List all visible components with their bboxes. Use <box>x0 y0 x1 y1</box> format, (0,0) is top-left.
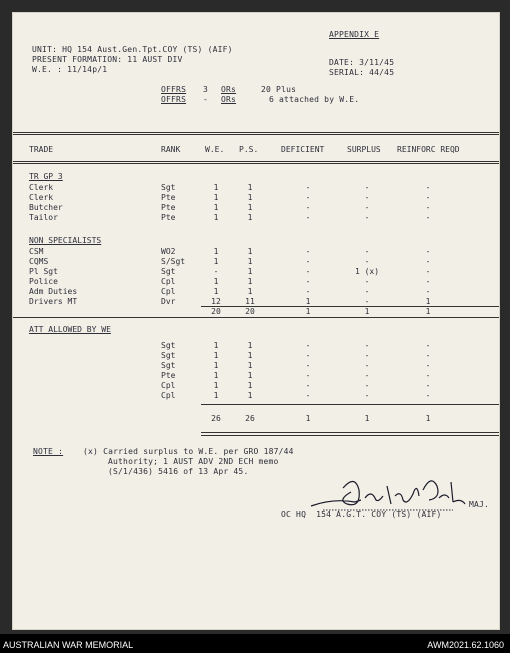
table-cell: 1 <box>213 351 219 360</box>
table-cell: - <box>305 257 311 266</box>
table-cell: - <box>364 203 370 212</box>
table-cell: Butcher <box>29 203 63 212</box>
unit-line: UNIT: HQ 154 Aust.Gen.Tpt.COY (TS) (AIF) <box>32 45 233 54</box>
table-cell: - <box>305 391 311 400</box>
table-cell: - <box>364 381 370 390</box>
table-cell: 1 <box>213 391 219 400</box>
table-cell: - <box>305 267 311 276</box>
table-cell: 1 <box>213 257 219 266</box>
ors-value: 20 Plus <box>261 85 297 94</box>
table-cell: 1 <box>247 213 253 222</box>
table-cell: 1 <box>213 341 219 350</box>
table-cell: - <box>425 341 431 350</box>
table-cell: Pte <box>161 203 176 212</box>
table-cell: - <box>364 371 370 380</box>
table-cell: Cpl <box>161 391 176 400</box>
table-cell: Clerk <box>29 193 54 202</box>
table-cell: Pte <box>161 193 176 202</box>
table-cell: 1 <box>213 213 219 222</box>
table-cell: - <box>364 183 370 192</box>
table-cell: 1 <box>247 341 253 350</box>
table-cell: Pte <box>161 213 176 222</box>
table-cell: 1 <box>247 361 253 370</box>
table-cell: 1 <box>213 381 219 390</box>
subtotal-cell: 1 <box>425 307 431 316</box>
table-cell: - <box>364 361 370 370</box>
we-reference: W.E. : 11/14p/1 <box>32 65 108 74</box>
table-cell: 1 <box>247 381 253 390</box>
archive-name: AUSTRALIAN WAR MEMORIAL <box>3 640 134 650</box>
table-cell: 1 <box>247 277 253 286</box>
table-cell: - <box>364 257 370 266</box>
table-cell: 1 <box>213 277 219 286</box>
subtotal-cell: 1 <box>364 307 370 316</box>
ors2-label: ORs <box>221 95 237 104</box>
column-header: P.S. <box>239 145 259 154</box>
table-cell: - <box>305 381 311 390</box>
table-top-rule <box>13 132 499 133</box>
table-cell: WO2 <box>161 247 176 256</box>
table-cell: 1 <box>247 247 253 256</box>
offrs-label: OFFRS <box>161 85 187 94</box>
table-cell: 12 <box>211 297 221 306</box>
table-cell: 1 <box>305 297 311 306</box>
ors-label: ORs <box>221 85 237 94</box>
table-cell: - <box>305 351 311 360</box>
double-rule-1 <box>201 432 499 433</box>
table-cell: 1 <box>247 203 253 212</box>
table-cell: Cpl <box>161 277 176 286</box>
table-cell: - <box>425 351 431 360</box>
table-cell: - <box>305 193 311 202</box>
table-cell: 1 (x) <box>354 267 380 276</box>
table-cell: 1 <box>247 391 253 400</box>
note-line-3: (S/1/436) 5416 of 13 Apr 45. <box>108 467 249 476</box>
table-cell: Pte <box>161 371 176 380</box>
table-cell: - <box>364 287 370 296</box>
grand-total-cell: 1 <box>425 414 431 423</box>
signature-rank: MAJ. <box>469 500 490 509</box>
table-cell: - <box>425 381 431 390</box>
formation-line: PRESENT FORMATION: 11 AUST DIV <box>32 55 183 64</box>
table-cell: 1 <box>213 183 219 192</box>
table-cell: 1 <box>247 267 253 276</box>
column-header: RANK <box>161 145 181 154</box>
signature <box>303 468 473 513</box>
table-cell: Tailor <box>29 213 58 222</box>
table-cell: Sgt <box>161 351 176 360</box>
table-cell: - <box>364 297 370 306</box>
section-rule <box>13 317 499 318</box>
table-cell: Cpl <box>161 381 176 390</box>
table-cell: 1 <box>213 361 219 370</box>
table-cell: - <box>305 287 311 296</box>
table-cell: - <box>425 257 431 266</box>
table-cell: - <box>305 371 311 380</box>
table-cell: 1 <box>247 257 253 266</box>
table-cell: - <box>364 351 370 360</box>
subtotal-cell: 20 <box>245 307 255 316</box>
note-line-1: (x) Carried surplus to W.E. per GRO 187/44 <box>83 447 294 456</box>
ors2-value: 6 attached by W.E. <box>269 95 360 104</box>
table-cell: 1 <box>213 371 219 380</box>
table-cell: - <box>425 213 431 222</box>
table-cell: - <box>213 267 219 276</box>
table-cell: 1 <box>213 247 219 256</box>
grand-total-cell: 26 <box>245 414 255 423</box>
table-cell: CQMS <box>29 257 49 266</box>
offrs-value: 3 <box>203 85 209 94</box>
document-page <box>12 12 500 630</box>
header-rule <box>13 161 499 162</box>
table-cell: - <box>425 391 431 400</box>
table-cell: 1 <box>425 297 431 306</box>
table-cell: - <box>364 213 370 222</box>
column-header: SURPLUS <box>347 145 381 154</box>
table-cell: 1 <box>247 193 253 202</box>
table-cell: Sgt <box>161 267 176 276</box>
table-cell: Pl Sgt <box>29 267 58 276</box>
table-cell: - <box>364 341 370 350</box>
table-cell: Sgt <box>161 361 176 370</box>
table-cell: Drivers MT <box>29 297 78 306</box>
table-cell: - <box>305 183 311 192</box>
table-cell: - <box>305 277 311 286</box>
subtotal-cell: 1 <box>305 307 311 316</box>
offrs2-value: - <box>203 95 209 104</box>
note-label: NOTE : <box>33 447 64 456</box>
table-cell: 1 <box>247 287 253 296</box>
table-cell: Sgt <box>161 341 176 350</box>
column-header: TRADE <box>29 145 54 154</box>
grand-total-cell: 1 <box>305 414 311 423</box>
table-cell: - <box>364 247 370 256</box>
table-cell: Sgt <box>161 183 176 192</box>
appendix-label: APPENDIX E <box>329 30 380 39</box>
table-cell: - <box>425 361 431 370</box>
column-header: DEFICIENT <box>281 145 325 154</box>
table-cell: - <box>425 287 431 296</box>
table-cell: 11 <box>245 297 255 306</box>
table-cell: 1 <box>247 183 253 192</box>
column-header: W.E. <box>205 145 225 154</box>
grand-total-cell: 26 <box>211 414 221 423</box>
archive-reference: AWM2021.62.1060 <box>427 640 504 650</box>
table-cell: - <box>305 203 311 212</box>
double-rule-2 <box>201 435 499 436</box>
table-cell: Cpl <box>161 287 176 296</box>
table-cell: Police <box>29 277 58 286</box>
table-cell: 1 <box>213 193 219 202</box>
archive-footer <box>0 634 510 653</box>
table-cell: - <box>425 203 431 212</box>
section-title: ATT ALLOWED BY WE <box>29 325 111 334</box>
table-cell: 1 <box>213 287 219 296</box>
table-cell: - <box>425 277 431 286</box>
grand-total-cell: 1 <box>364 414 370 423</box>
table-cell: CSM <box>29 247 44 256</box>
table-cell: S/Sgt <box>161 257 186 266</box>
table-cell: - <box>305 213 311 222</box>
table-cell: - <box>364 391 370 400</box>
table-cell: - <box>425 247 431 256</box>
table-cell: - <box>425 371 431 380</box>
table-cell: 1 <box>247 351 253 360</box>
table-cell: Clerk <box>29 183 54 192</box>
date-line: DATE: 3/11/45 <box>329 58 395 67</box>
serial-line: SERIAL: 44/45 <box>329 68 395 77</box>
table-cell: - <box>305 341 311 350</box>
table-cell: - <box>425 193 431 202</box>
table-cell: 1 <box>213 203 219 212</box>
table-cell: Dvr <box>161 297 176 306</box>
offrs2-label: OFFRS <box>161 95 187 104</box>
table-cell: - <box>305 361 311 370</box>
column-header: REINFORC REQD <box>397 145 460 154</box>
table-cell: Adm Duties <box>29 287 78 296</box>
section-title: NON SPECIALISTS <box>29 236 102 245</box>
table-cell: - <box>364 277 370 286</box>
table-cell: - <box>364 193 370 202</box>
section-title: TR GP 3 <box>29 172 63 181</box>
note-line-2: Authority; 1 AUST ADV 2ND ECH memo <box>108 457 279 466</box>
total-rule <box>201 404 499 405</box>
table-cell: - <box>425 183 431 192</box>
table-cell: - <box>305 247 311 256</box>
signature-title: OC HQ 154 A.G.T. COY (TS) (AIF) <box>281 510 442 519</box>
table-top-rule-2 <box>13 134 499 135</box>
header-rule-2 <box>13 163 499 164</box>
table-cell: 1 <box>247 371 253 380</box>
subtotal-cell: 20 <box>211 307 221 316</box>
table-cell: - <box>425 267 431 276</box>
